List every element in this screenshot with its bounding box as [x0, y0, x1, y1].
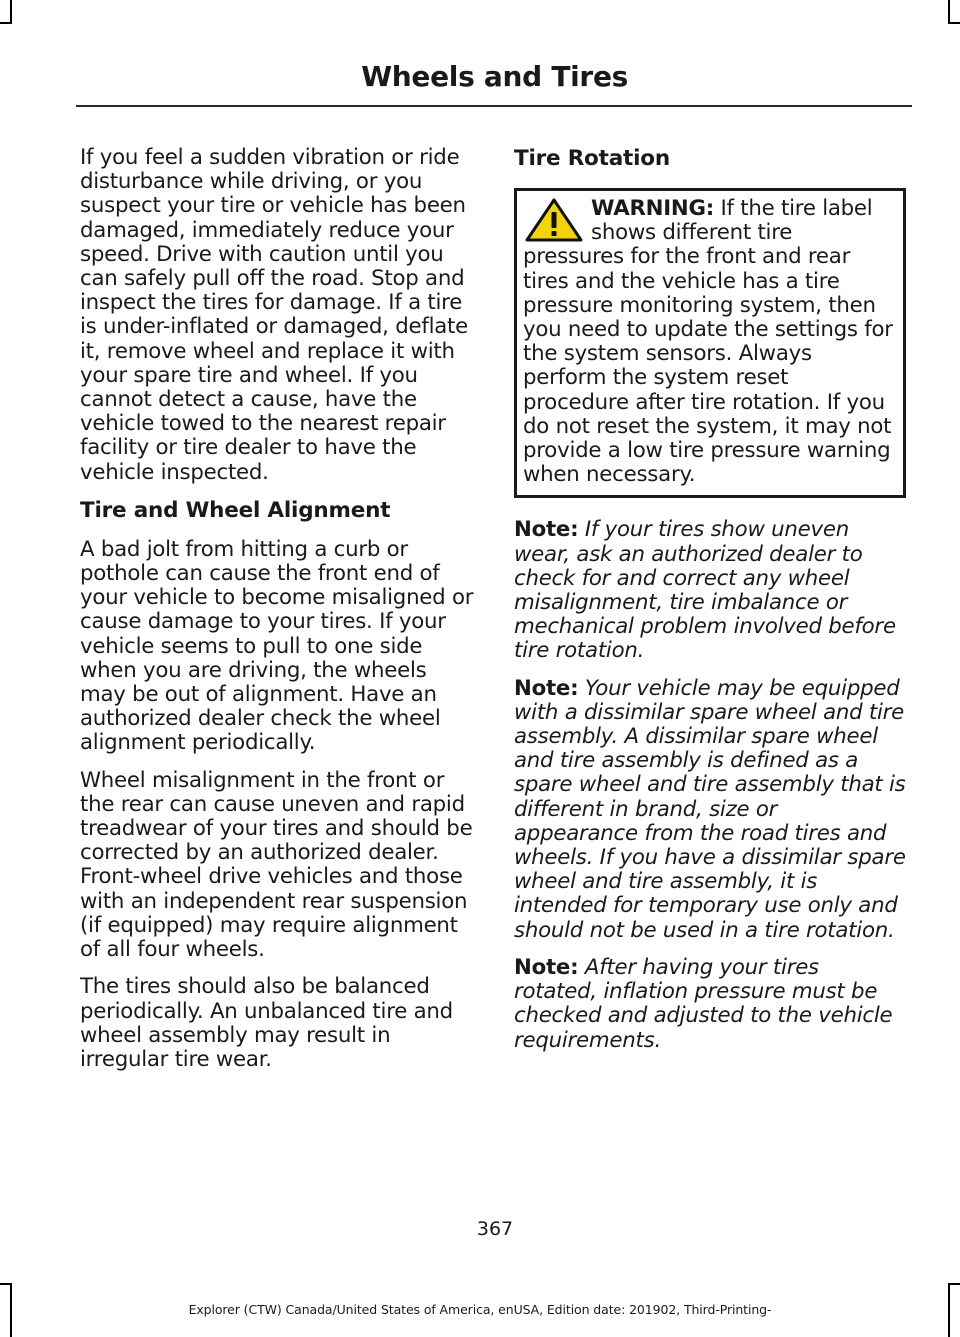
note-label: Note: — [514, 954, 579, 980]
footer-edition-info: Explorer (CTW) Canada/United States of America, enUSA, Edition date: 201902, Third-Printing- — [188, 1302, 772, 1317]
note-label: Note: — [514, 517, 579, 543]
warning-triangle-icon — [523, 197, 585, 243]
paragraph-sudden-vibration: If you feel a sudden vibration or ride disturbance while driving, or you suspect your tire or vehicle has been damaged, immediately reduce your speed. Drive with caution until you can safely pull off the road. Stop and inspect the tires for damage. If a tire is under-inflated or damaged, deflate it, remove wheel and replace it with your spare tire and wheel. If you cannot detect a cause, have the vehicle towed to the nearest repair facility or tire dealer to have the vehicle inspected. — [80, 145, 468, 485]
paragraph-balanced-tires: The tires should also be balanced periodically. An unbalanced tire and wheel assembly may result in irregular tire wear. — [80, 974, 453, 1072]
right-column — [514, 146, 906, 1066]
note-after-rotation — [514, 956, 906, 1053]
warning-label: WARNING: — [591, 196, 714, 221]
crop-mark-top-right-v — [948, 0, 950, 24]
notes — [514, 518, 906, 1052]
warning-body: If the tire label shows different tire pressures for the front and rear tires and the vehicle has a tire pressure monitoring system, then you need to update the settings for the system sensors. Always perform the system reset procedure after tire rotation. If you do not reset the system, it may not provide a low tire pressure warning when necessary. — [523, 196, 893, 488]
note-dissimilar-spare — [514, 677, 906, 943]
crop-mark-bottom-left-h — [0, 1283, 12, 1285]
heading-tire-rotation: Tire Rotation — [514, 146, 670, 171]
note-text: Your vehicle may be equipped with a dissimilar spare wheel and tire assembly. A dissimilar spare wheel and tire assembly is defined as a spare wheel and tire assembly that is different in brand, size or appearance from the road tires and wheels. If you have a dissimilar spare wheel and tire assembly, it is intended for temporary use only and should not be used in a tire rotation. — [514, 675, 906, 943]
paragraph-wheel-misalignment: Wheel misalignment in the front or the rear can cause uneven and rapid treadwear of your tires and should be corrected by an authorized dealer. Front-wheel drive vehicles and those with an independent rear suspension (if equipped) may require alignment of all four wheels. — [80, 767, 473, 963]
heading-tire-wheel-alignment: Tire and Wheel Alignment — [80, 497, 391, 523]
paragraph-bad-jolt: A bad jolt from hitting a curb or pothole can cause the front end of your vehicle to become misaligned or cause damage to your tires. If your vehicle seems to pull to one side when you are driving, the wheels may be out of alignment. Have an authorized dealer check the wheel alignment periodically. — [80, 536, 474, 756]
page-number: 367 — [476, 1218, 514, 1240]
crop-mark-top-left-h — [0, 22, 12, 24]
page-header-title: Wheels and Tires — [361, 60, 628, 93]
header-divider — [76, 105, 912, 107]
crop-mark-bottom-right-h — [948, 1283, 960, 1285]
warning-box — [514, 188, 906, 498]
note-text: After having your tires rotated, inflation pressure must be checked and adjusted to the vehicle requirements. — [514, 954, 893, 1053]
note-text: If your tires show uneven wear, ask an authorized dealer to check for and correct any wheel misalignment, tire imbalance or mechanical problem involved before tire rotation. — [514, 517, 896, 664]
left-column — [80, 146, 476, 1085]
crop-mark-top-right-h — [948, 22, 960, 24]
note-uneven-wear — [514, 518, 906, 663]
note-label: Note: — [514, 675, 579, 701]
crop-mark-top-left-v — [10, 0, 12, 24]
